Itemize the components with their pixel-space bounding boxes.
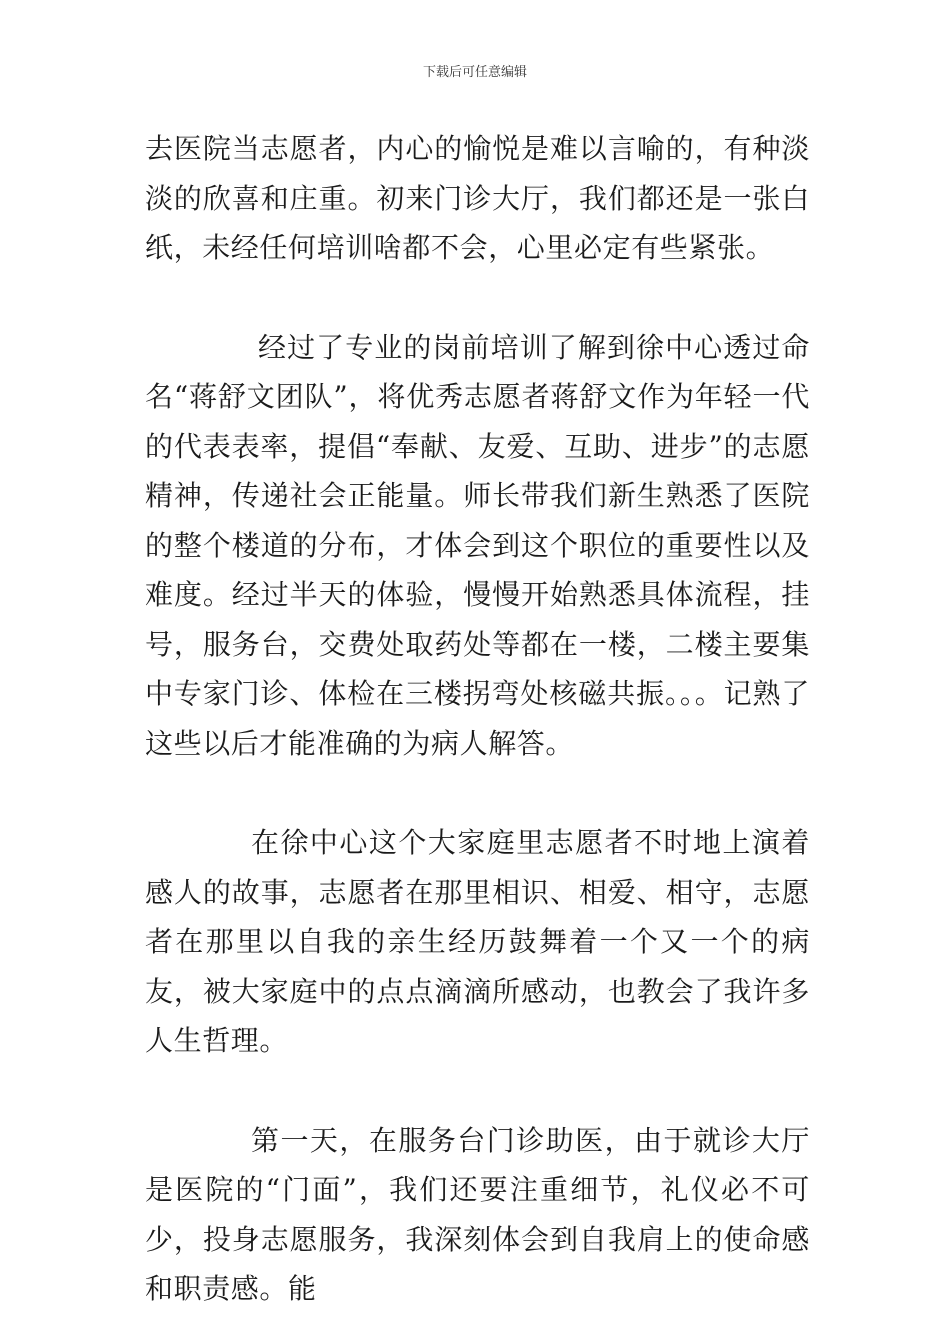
paragraph-1: 去医院当志愿者，内心的愉悦是难以言喻的，有种淡淡的欣喜和庄重。初来门诊大厅，我们都还是一张白纸，未经任何培训啥都不会，心里必定有些紧张。 [145,132,810,264]
document-body [145,124,810,1314]
paragraph-4: 第一天，在服务台门诊助医，由于就诊大厅是医院的“门面”，我们还要注重细节，礼仪必不可少，投身志愿服务，我深刻体会到自我肩上的使命感和职责感。能 [145,1123,810,1305]
page-header: 下载后可任意编辑 [422,65,527,80]
paragraph-3: 在徐中心这个大家庭里志愿者不时地上演着感人的故事，志愿者在那里相识、相爱、相守，志愿者在那里以自我的亲生经历鼓舞着一个又一个的病友，被大家庭中的点点滴滴所感动，也教会了我许多人生哲理。 [145,826,810,1057]
paragraph-2: 经过了专业的岗前培训了解到徐中心透过命名“蒋舒文团队”，将优秀志愿者蒋舒文作为年轻一代的代表表率，提倡“奉献、友爱、互助、进步”的志愿精神，传递社会正能量。师长带我们新生熟悉了医院的整个楼道的分布，才体会到这个职位的重要性以及难度。经过半天的体验，慢慢开始熟悉具体流程，挂号，服务台，交费处取药处等都在一楼，二楼主要集中专家门诊、体检在三楼拐弯处核磁共振。。。记熟了这些以后才能准确的为病人解答。 [145,330,810,760]
